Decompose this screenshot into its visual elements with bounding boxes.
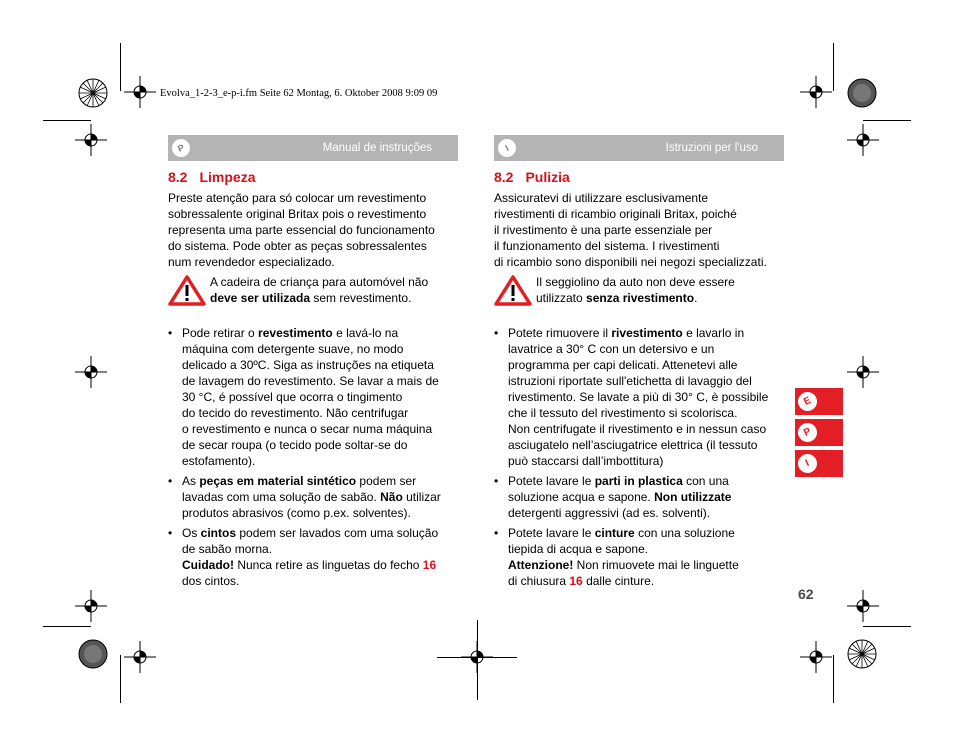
warning-notice	[494, 274, 784, 308]
crop-mark	[43, 120, 91, 121]
warning-triangle-icon	[168, 274, 206, 306]
crop-mark	[863, 120, 911, 121]
starburst-target-icon	[78, 78, 108, 108]
language-tab-english[interactable]: E	[795, 388, 843, 415]
language-badge: I	[495, 136, 519, 160]
starburst-target-icon	[847, 639, 877, 669]
gray-dot-target-icon	[847, 78, 877, 108]
registration-target-icon	[75, 590, 107, 622]
language-badge: P	[169, 136, 193, 160]
right-language-bar	[494, 135, 784, 161]
registration-target-icon	[75, 356, 107, 388]
registration-target-icon	[847, 124, 879, 156]
registration-target-icon	[800, 641, 832, 673]
crop-mark	[833, 43, 834, 91]
section-heading: 8.2 Limpeza	[168, 169, 256, 185]
intro-paragraph: Preste atenção para só colocar um revestimento sobressalente original Britax pois o revestimento representa uma parte essencial do funcionamento do sistema. Pode obter as peças sobressalentes num revendedor especializado.	[168, 191, 435, 269]
warning-text: A cadeira de criança para automóvel não deve ser utilizada sem revestimento.	[210, 275, 429, 305]
crop-mark	[833, 655, 834, 703]
warning-triangle-icon	[494, 274, 532, 306]
language-tab-italian[interactable]: I	[795, 450, 843, 477]
bar-title: Istruzioni per l'uso	[665, 142, 758, 154]
crop-mark	[863, 626, 911, 627]
bar-title: Manual de instruções	[322, 142, 432, 154]
part-reference: 16	[422, 558, 437, 572]
section-heading: 8.2 Pulizia	[494, 169, 570, 185]
cleaning-list	[168, 325, 463, 593]
list-item: • Pode retirar o revestimento e lavá-lo na máquina com detergente suave, no modo delicado a 30ºC. Siga as instruções na etiqueta de lavagem do revestimento. Se lavar a mais de 30 °C, é possível que ocorra o tingimento do tecido do revestimento. Não centrifugar o revestimento e nunca o secar numa máquina de secar roupa (o tecido pode soltar-se do estofamento).	[168, 325, 463, 469]
registration-target-icon	[75, 124, 107, 156]
part-reference: 16	[569, 574, 583, 588]
crop-mark	[120, 655, 121, 703]
intro-paragraph: Assicuratevi di utilizzare esclusivamente rivestimenti di ricambio originali Britax, poiché il rivestimento è una parte essenziale per il funzionamento del sistema. I rivestimenti di ricambio sono disponibili nei negozi specializzati.	[494, 191, 767, 269]
crop-mark	[120, 43, 121, 91]
list-item: • Potete rimuovere il rivestimento e lavarlo in lavatrice a 30° C con un detersivo e un programma per capi delicati. Attenetevi alle istruzioni riportate sull'etichetta di lavaggio del rivestimento. Se lavate a più di 30° C, è possibile che il tessuto del rivestimento si scolorisca. Non centrifugate il rivestimento e in nessun caso asciugatelo nell’asciugatrice elettrica (il tessuto può staccarsi dall’imbottitura)	[494, 325, 789, 469]
gray-dot-target-icon	[78, 639, 108, 669]
language-tab-portuguese[interactable]: P	[795, 419, 843, 446]
registration-target-icon	[800, 76, 832, 108]
file-info-line: Evolva_1-2-3_e-p-i.fm Seite 62 Montag, 6. Oktober 2008 9:09 09	[160, 88, 438, 99]
registration-target-icon	[847, 356, 879, 388]
cleaning-list	[494, 325, 789, 593]
warning-text: Il seggiolino da auto non deve essere utilizzato senza rivestimento.	[536, 275, 735, 305]
left-language-bar	[168, 135, 458, 161]
registration-target-icon	[124, 641, 156, 673]
warning-notice	[168, 274, 458, 308]
list-item: • As peças em material sintético podem ser lavadas com uma solução de sabão. Não utilizar produtos abrasivos (como p.ex. solventes).	[168, 473, 463, 521]
crop-mark	[477, 620, 478, 700]
list-item: • Os cintos podem ser lavados com uma solução de sabão morna. Cuidado! Nunca retire as linguetas do fecho 16 dos cintos.	[168, 525, 463, 589]
registration-target-icon	[124, 76, 156, 108]
list-item: • Potete lavare le parti in plastica con una soluzione acqua e sapone. Non utilizzate detergenti aggressivi (ad es. solventi).	[494, 473, 789, 521]
page-number: 62	[798, 586, 814, 602]
registration-target-icon	[847, 590, 879, 622]
crop-mark	[43, 626, 91, 627]
list-item: • Potete lavare le cinture con una soluzione tiepida di acqua e sapone. Attenzione! Non rimuovete mai le linguette di chiusura 16 dalle cinture.	[494, 525, 789, 589]
